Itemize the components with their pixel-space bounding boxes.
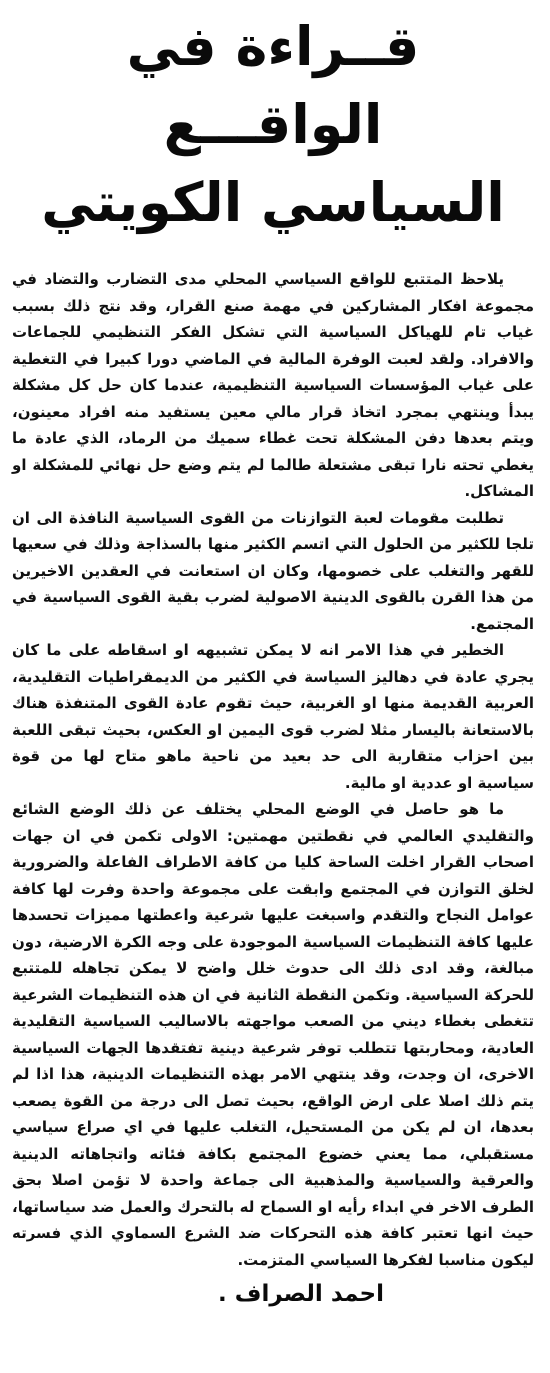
article-paragraph-4: ما هو حاصل في الوضع المحلي يختلف عن ذلك الوضع الشائع والتقليدي العالمي في نقطتين مهمتين: الاولى تكمن في ان جهات اصحاب القرار اخلت الساحة كليا من كافة الاطراف الفاعلة والضرورية لخلق التوازن في المجتمع وابقت على مجموعة واحدة وفرت لها كافة عوامل النجاح والتقدم واسبغت عليها شرعية واعطتها مميزات تحسدها عليها كافة التنظيمات السياسية الموجودة على وجه الكرة الارضية، دون مبالغة، وقد ادى ذلك الى حدوث خلل واضح لا يمكن تجاهله للمتتبع للحركة السياسية. وتكمن النقطة الثانية في ان هذه التنظيمات الشرعية تتغطى بغطاء ديني من الصعب مواجهته بالاساليب السياسية التقليدية العادية، ومحاربتها تتطلب توفر شرعية دينية تفتقدها الجهات السياسية الاخرى، ان وجدت، وقد ينتهي الامر بهذه التنظيمات الدينية، هذا اذا لم يتم ذلك اصلا على ارض الواقع، بحيث تصل الى درجة من القوة يصعب بعدها، ان لم يكن من المستحيل، التغلب عليها في اي صراع سياسي مستقبلي، مما يعني خضوع المجتمع بكافة فئاته واتجاهاته الدينية والعرقية والسياسية والمذهبية الى جماعة واحدة لا تؤمن اصلا بحق الطرف الاخر في ابداء رأيه او السماح له بالتحرك والعمل ضد سياساتها، حيث انها تعتبر كافة هذه التحركات ضد الشرع السماوي الذي فسرته ليكون مناسبا لفكرها السياسي المتزمت. <box>12 800 534 1269</box>
article-paragraph-3: الخطير في هذا الامر انه لا يمكن تشبيهه او اسقاطه على ما كان يجري عادة في دهاليز السياسة في الكثير من الديمقراطيات التقليدية، العربية القديمة منها او الغربية، حيث تقوم عادة القوى المتنفذة هناك بالاستعانة باليسار مثلا لضرب قوى اليمين او العكس، بحيث تبقى اللعبة بين احزاب متقاربة الى حد بعيد من ناحية ماهو متاح لها من قوة سياسية او عددية او مالية. <box>12 641 534 792</box>
author-signature: احمد الصراف . <box>217 1281 384 1307</box>
headline-line-2: السياسي الكويتي <box>41 171 505 234</box>
article-paragraph-2: تطلبت مقومات لعبة التوازنات من القوى السياسية النافذة الى ان تلجا للكثير من الحلول التي اتسم الكثير منها بالسذاجة وذلك في سعيها للقهر والتغلب على خصومها، وكان ان استعانت في العقدين الاخيرين من هذا القرن بالقوى الدينية الاصولية لضرب بقية القوى السياسية في المجتمع. <box>12 508 534 633</box>
article-paragraph-1: يلاحظ المتتبع للواقع السياسي المحلي مدى التضارب والتضاد في مجموعة افكار المشاركين في مهمة صنع القرار، وقد نتج ذلك بسبب غياب تام للهياكل السياسية التي تشكل الفكر التنظيمي للجماعات والافراد. ولقد لعبت الوفرة المالية في الماضي دورا كبيرا في التغطية على غياب المؤسسات السياسية التنظيمية، عندما كان حل كل مشكلة يبدأ وينتهي بمجرد اتخاذ قرار مالي معين يستفيد منه افراد معينون، ويتم بعدها دفن المشكلة تحت غطاء سميك من الرماد، الذي عادة ما يغطي تحته نارا تبقى مشتعلة طالما لم يتم وضع حل نهائي للمشكلة او المشاكل. <box>12 270 534 500</box>
headline-line-1: قــراءة في الواقـــع <box>126 15 420 156</box>
article-headline <box>12 0 534 242</box>
article-body <box>12 266 534 1273</box>
